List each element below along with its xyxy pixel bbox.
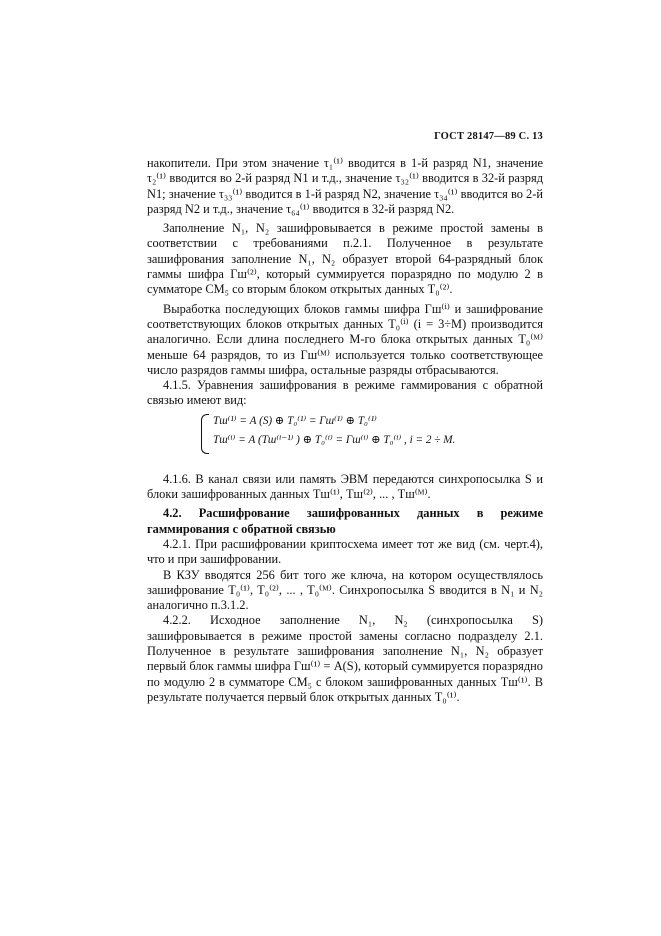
section-4-2-1: 4.2.1. При расшифровании криптосхема имеет тот же вид (см. черт.4), что и при зашифровании.: [147, 536, 543, 567]
equation-line-2: Tш⁽ⁱ⁾ = A (Tш⁽ⁱ⁻¹⁾ ) ⊕ T₀⁽ⁱ⁾ = Γш⁽ⁱ⁾ ⊕ T₀⁽ⁱ⁾ , i = 2 ÷ M.: [213, 433, 456, 446]
section-heading-4-2: 4.2. Расшифрование зашифрованных данных в режиме гаммирования с обратной связью: [147, 506, 543, 536]
page-header: ГОСТ 28147—89 С. 13: [434, 131, 543, 142]
paragraph: Выработка последующих блоков гаммы шифра Γш⁽ⁱ⁾ и зашифрование соответствующих блоков открытых данных T₀⁽ⁱ⁾ (i = 3÷M) производится аналогично. Если длина последнего M-го блока открытых данных T₀⁽ᴹ⁾ меньше 64 разрядов, то из Γш⁽ᴹ⁾ используется только соответствующее число разрядов гаммы шифра, остальные разряды отбрасываются.: [147, 301, 543, 377]
section-4-2-2: 4.2.2. Исходное заполнение N₁, N₂ (синхропосылка S) зашифровывается в режиме простой замены согласно подразделу 2.1. Полученное в результате зашифрования заполнение N₁, N₂ образует первый блок гаммы шифра Γш⁽¹⁾ = A(S), который суммируется поразрядно по модулю 2 в сумматоре CM₅ с блоком зашифрованных данных Tш⁽¹⁾. В результате получается первый блок открытых данных T₀⁽¹⁾.: [147, 613, 543, 704]
paragraph: накопители. При этом значение τ₁⁽¹⁾ вводится в 1-й разряд N1, значение τ₂⁽¹⁾ вводится во 2-й разряд N1 и т.д., значение τ₃₂⁽¹⁾ вводится в 32-й разряд N1; значение τ₃₃⁽¹⁾ вводится в 1-й разряд N2, значение τ₃₄⁽¹⁾ вводится во 2-й разряд N2 и т.д., значение τ₆₄⁽¹⁾ вводится в 32-й разряд N2.: [147, 156, 543, 216]
paragraph: Заполнение N₁, N₂ зашифровывается в режиме простой замены в соответствии с требованиями п.2.1. Полученное в результате зашифрования заполнение N₁, N₂ образует второй 64-разрядный блок гаммы шифра Γш⁽²⁾, который суммируется поразрядно по модулю 2 в сумматоре CM₅ со вторым блоком открытых данных T₀⁽²⁾.: [147, 221, 543, 297]
section-4-1-6: 4.1.6. В канал связи или память ЭВМ передаются синхропосылка S и блоки зашифрованных данных Tш⁽¹⁾, Tш⁽²⁾, ... , Tш⁽ᴹ⁾.: [147, 471, 543, 502]
system-brace: [201, 414, 209, 454]
paragraph: В КЗУ вводятся 256 бит того же ключа, на котором осуществлялось зашифрование T₀⁽¹⁾, T₀⁽²⁾, ... , T₀⁽ᴹ⁾. Синхропосылка S вводится в N₁ и N₂ аналогично п.3.1.2.: [147, 567, 543, 613]
encryption-equations: [147, 414, 543, 456]
section-4-1-5: 4.1.5. Уравнения зашифрования в режиме гаммирования с обратной связью имеют вид:: [147, 378, 543, 408]
equation-line-1: Tш⁽¹⁾ = A (S) ⊕ T₀⁽¹⁾ = Γш⁽¹⁾ ⊕ T₀⁽¹⁾: [213, 414, 377, 427]
document-body: [147, 156, 543, 705]
